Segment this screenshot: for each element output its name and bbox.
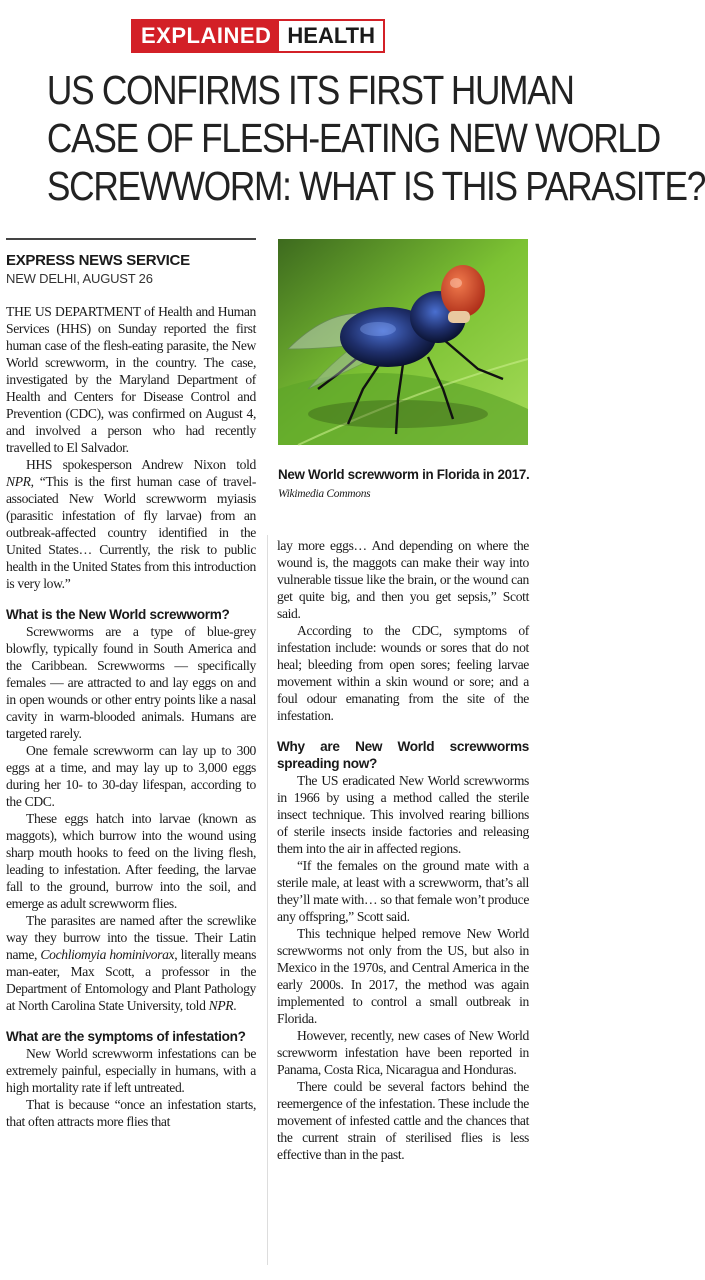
subheading: What are the symptoms of infestation? [6, 1029, 246, 1044]
tag-explained: EXPLAINED [133, 21, 279, 51]
column-divider [267, 535, 268, 1265]
photo-credit: Wikimedia Commons [278, 488, 371, 500]
paragraph: This technique helped remove New World screwworms not only from the US, but also in Mexico in the 1970s, and Central America in the early 2000s. In 2017, the method was again implemented to control a small outbreak in Florida. [277, 926, 529, 1026]
paragraph: According to the CDC, symptoms of infestation include: wounds or sores that do not heal; bleeding from open sores; feeling larvae movement within a skin wound or sore; and a foul odour emanating from the site of the infestation. [277, 623, 529, 723]
paragraph: Screwworms are a type of blue-grey blowfly, typically found in South America and the Caribbean. Screwworms — specifically females — are attracted to and lay eggs on and in open wounds or other entry points like a nasal cavity in warm-blooded animals. Humans are targeted rarely. [6, 624, 256, 741]
headline-line-3: SCREWWORM: WHAT IS THIS PARASITE? [46, 163, 705, 209]
paragraph: The US eradicated New World screwworms in 1966 by using a method called the sterile insect technique. This involved rearing billions of sterile insects inside factories and releasing them into the air in affected regions. [277, 773, 529, 856]
byline: EXPRESS NEWS SERVICE [6, 252, 190, 269]
paragraph: These eggs hatch into larvae (known as maggots), which burrow into the wound using sharp mouth hooks to feed on the living flesh, leading to infestation. After feeding, the larvae fall to the ground, burrow into the soil, and emerge as adult screwworm flies. [6, 811, 256, 911]
paragraph: One female screwworm can lay up to 300 eggs at a time, and may lay up to 3,000 eggs during her 10- to 30-day lifespan, according to the CDC. [6, 743, 256, 809]
byline-rule [6, 238, 256, 240]
paragraph: THE US DEPARTMENT of Health and Human Services (HHS) on Sunday reported the first human case of the flesh-eating parasite, the New World screwworm, in the country. The case, investigated by the Maryland Department of Health and Centers for Disease Control and Prevention (CDC), was confirmed on August 4, and involved a person who had recently travelled to El Salvador. [6, 304, 256, 455]
screwworm-fly-photo [278, 239, 528, 445]
paragraph: However, recently, new cases of New World screwworm infestation have been reported in Panama, Costa Rica, Nicaragua and Honduras. [277, 1028, 529, 1077]
paragraph: “If the females on the ground mate with a sterile male, at least with a screwworm, that’s all they’ll mate with… so that female won’t produce any offspring,” Scott said. [277, 858, 529, 924]
caption-text: New World screwworm in Florida in 2017. [278, 467, 530, 482]
subheading: What is the New World screwworm? [6, 607, 230, 622]
photo-caption [278, 466, 538, 503]
headline [46, 66, 705, 210]
paragraph: The parasites are named after the screwlike way they burrow into the tissue. Their Latin name, Cochliomyia hominivorax, literally means man-eater, Max Scott, a professor in the Department of Entomology and Plant Pathology at North Carolina State University, told NPR. [6, 913, 257, 1013]
paragraph: There could be several factors behind the reemergence of the infestation. These include the movement of infested cattle and the chances that the current strain of sterilised flies is less effective than in the past. [277, 1079, 529, 1162]
section-tag [131, 19, 385, 53]
dateline: NEW DELHI, AUGUST 26 [6, 271, 153, 286]
article-column-1 [6, 303, 256, 1130]
tag-health: HEALTH [279, 21, 383, 51]
paragraph: New World screwworm infestations can be extremely painful, especially in humans, with a high mortality rate if left untreated. [6, 1046, 256, 1095]
headline-line-1: US CONFIRMS ITS FIRST HUMAN [46, 67, 574, 113]
headline-line-2: CASE OF FLESH-EATING NEW WORLD [46, 115, 660, 161]
article-column-2 [277, 537, 529, 1163]
subheading: Why are New World screwworms spreading now? [277, 739, 529, 771]
paragraph: That is because “once an infestation starts, that often attracts more flies that [6, 1097, 256, 1129]
paragraph: HHS spokesperson Andrew Nixon told NPR, “This is the first human case of travel-associated New World screwworm myiasis (parasitic infestation of fly larvae) from an outbreak-affected country identified in the United States… Currently, the risk to public health in the United States from this introduction is very low.” [6, 457, 256, 591]
paragraph: lay more eggs… And depending on where the wound is, the maggots can make their way into vulnerable tissue like the brain, or the wound can get quite big, and then you get sepsis,” Scott said. [277, 538, 529, 621]
fly-illustration [278, 239, 528, 445]
